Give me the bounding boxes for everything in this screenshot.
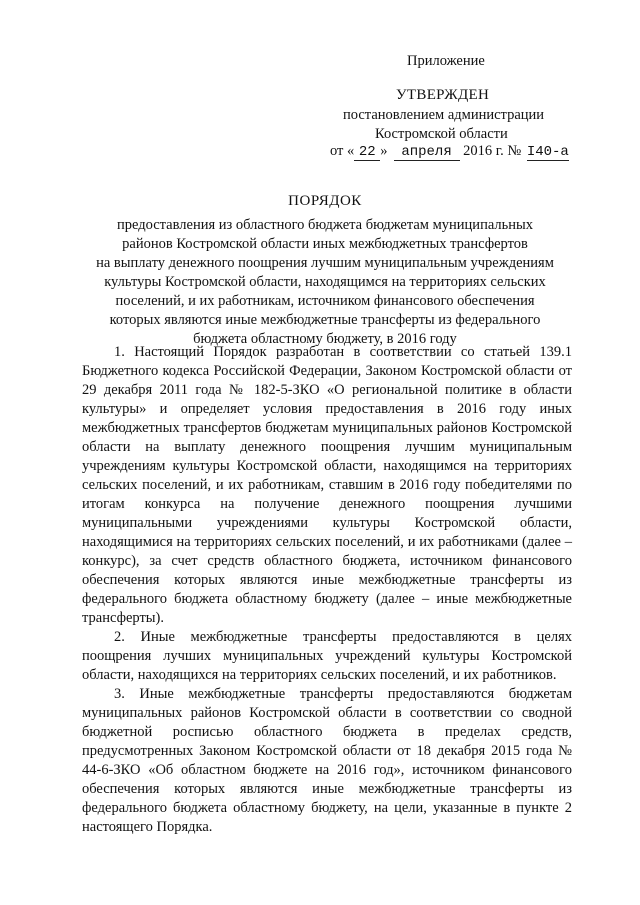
decree-number: I40-а bbox=[526, 144, 569, 160]
document-title: ПОРЯДОК bbox=[288, 193, 362, 209]
decree-line: постановлением администрации bbox=[343, 107, 545, 123]
subtitle-line: которых являются иные межбюджетные трансферты из федерального bbox=[109, 312, 541, 328]
subtitle-line: культуры Костромской области, находящимся на территориях сельских bbox=[104, 274, 546, 290]
document-title-block bbox=[60, 193, 590, 349]
subtitle-line: бюджета областному бюджету, в 2016 году bbox=[193, 331, 457, 347]
subtitle-line: на выплату денежного поощрения лучшим муниципальным учреждениям bbox=[96, 255, 554, 271]
date-day: 22 bbox=[354, 144, 380, 161]
decree-date-line bbox=[330, 143, 569, 161]
appendix-label: Приложение bbox=[407, 53, 485, 69]
date-year: 2016 г. № bbox=[463, 143, 522, 159]
document-body bbox=[82, 343, 572, 837]
subtitle-line: предоставления из областного бюджета бюджетам муниципальных bbox=[116, 217, 533, 233]
paragraph-3: 3. Иные межбюджетные трансферты предоставляются бюджетам муниципальных районов Костромской области в соответствии со сводной бюджетной росписью областного бюджета в пределах средств, предусмотренных Законом Костромской области от 18 декабря 2015 года № 44-6-ЗКО «Об областном бюджете на 2016 год», источником финансового обеспечения которых являются иные межбюджетные трансферты из федерального бюджета областному бюджету, на цели, указанные в пункте 2 настоящего Порядка. bbox=[82, 686, 572, 835]
approved-stamp-text: УТВЕРЖДЕН bbox=[396, 87, 490, 103]
paragraph-2: 2. Иные межбюджетные трансферты предоставляются в целях поощрения лучших муниципальных учреждений культуры Костромской области, находящихся на территориях сельских поселений, и их работников. bbox=[82, 629, 572, 683]
date-month: апреля bbox=[394, 144, 460, 161]
subtitle-line: поселений, и их работникам, источником финансового обеспечения bbox=[115, 293, 535, 309]
region-line: Костромской области bbox=[375, 126, 508, 142]
date-prefix: от « bbox=[330, 143, 355, 159]
paragraph-1: 1. Настоящий Порядок разработан в соответствии со статьей 139.1 Бюджетного кодекса Российской Федерации, Законом Костромской области от 29 декабря 2011 года № 182-5-ЗКО «О региональной политике в области культуры» и определяет условия предоставления в 2016 году иных межбюджетных трансфертов бюджетам муниципальных районов Костромской области на выплату денежного поощрения лучшим муниципальным учреждениям культуры Костромской области, находящимся на территориях сельских поселений, и их работникам, ставшим в 2016 году победителями по итогам конкурса на получение денежного поощрения лучшими муниципальными учреждениями культуры Костромской области, находящимися на территориях сельских поселений, и их работниками (далее – конкурс), за счет средств областного бюджета, источником финансового обеспечения которых являются иные межбюджетные трансферты из федерального бюджета областному бюджету (далее – иные межбюджетные трансферты). bbox=[82, 344, 572, 626]
subtitle-line: районов Костромской области иных межбюджетных трансфертов bbox=[122, 236, 528, 252]
document-subtitle bbox=[60, 216, 590, 349]
date-quote-close: » bbox=[380, 143, 388, 159]
